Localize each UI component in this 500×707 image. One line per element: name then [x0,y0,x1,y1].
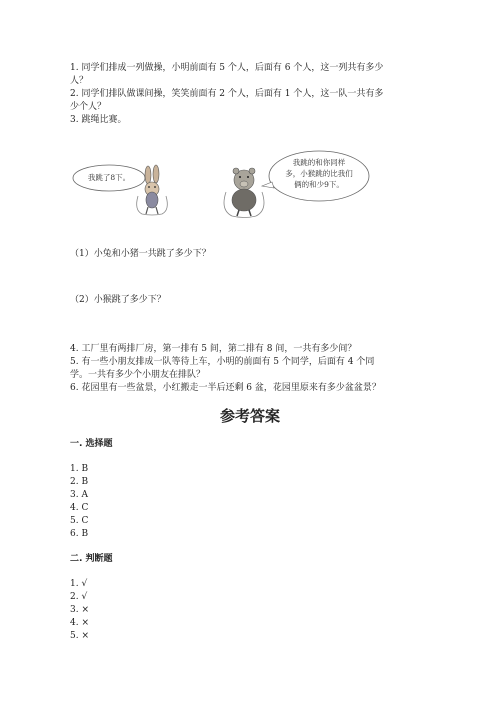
question-5-line-1: 5. 有一些小朋友排成一队等待上车，小明的前面有 5 个同学，后面有 4 个同 [70,357,375,367]
section-choice-title: 一. 选择题 [70,439,113,449]
question-2-line-2: 少个人？ [70,102,107,112]
pig-bubble-line-1: 我跳的和你同样 [292,158,346,167]
judge-answer-3: 3. × [70,605,89,615]
question-3-sub-1: （1）小兔和小猪一共跳了多少下？ [70,249,211,259]
question-6: 6. 花园里有一些盆景，小红搬走一半后还剩 6 盆，花园里原来有多少盆盆景？ [70,383,381,393]
pig-bubble-line-2: 多，小猴跳的比我们 [285,169,353,178]
choice-answer-1: 1. B [70,464,89,474]
judge-answer-2: 2. √ [70,592,88,602]
judge-answer-1: 1. √ [70,579,88,589]
section-judge-title: 二. 判断题 [70,554,113,564]
judge-answer-4: 4. × [70,618,89,628]
choice-answer-6: 6. B [70,529,89,539]
question-1-line-2: 人？ [70,76,89,86]
answers-title: 参考答案 [219,407,280,425]
judge-answer-5: 5. × [70,631,89,641]
question-2-line-1: 2. 同学们排队做课间操，笑笑前面有 2 个人，后面有 1 个人，这一队一共有多 [70,89,384,99]
question-4: 4. 工厂里有两排厂房，第一排有 5 间，第二排有 8 间，一共有多少间？ [70,344,357,354]
question-3: 3. 跳绳比赛。 [70,115,127,125]
choice-answer-2: 2. B [70,477,89,487]
question-3-sub-2: （2）小猴跳了多少下？ [70,295,166,305]
pig-bubble-line-3: 俩的和少9下。 [294,180,344,189]
question-5-line-2: 学。一共有多少个小朋友在排队？ [70,370,206,380]
question-1-line-1: 1. 同学们排成一列做操，小明前面有 5 个人，后面有 6 个人，这一列共有多少 [70,63,384,73]
pig-icon [224,168,264,218]
choice-answer-3: 3. A [70,490,88,500]
choice-answer-5: 5. C [70,516,89,526]
choice-answer-4: 4. C [70,503,89,513]
rabbit-bubble-text: 我跳了8下。 [87,173,131,182]
